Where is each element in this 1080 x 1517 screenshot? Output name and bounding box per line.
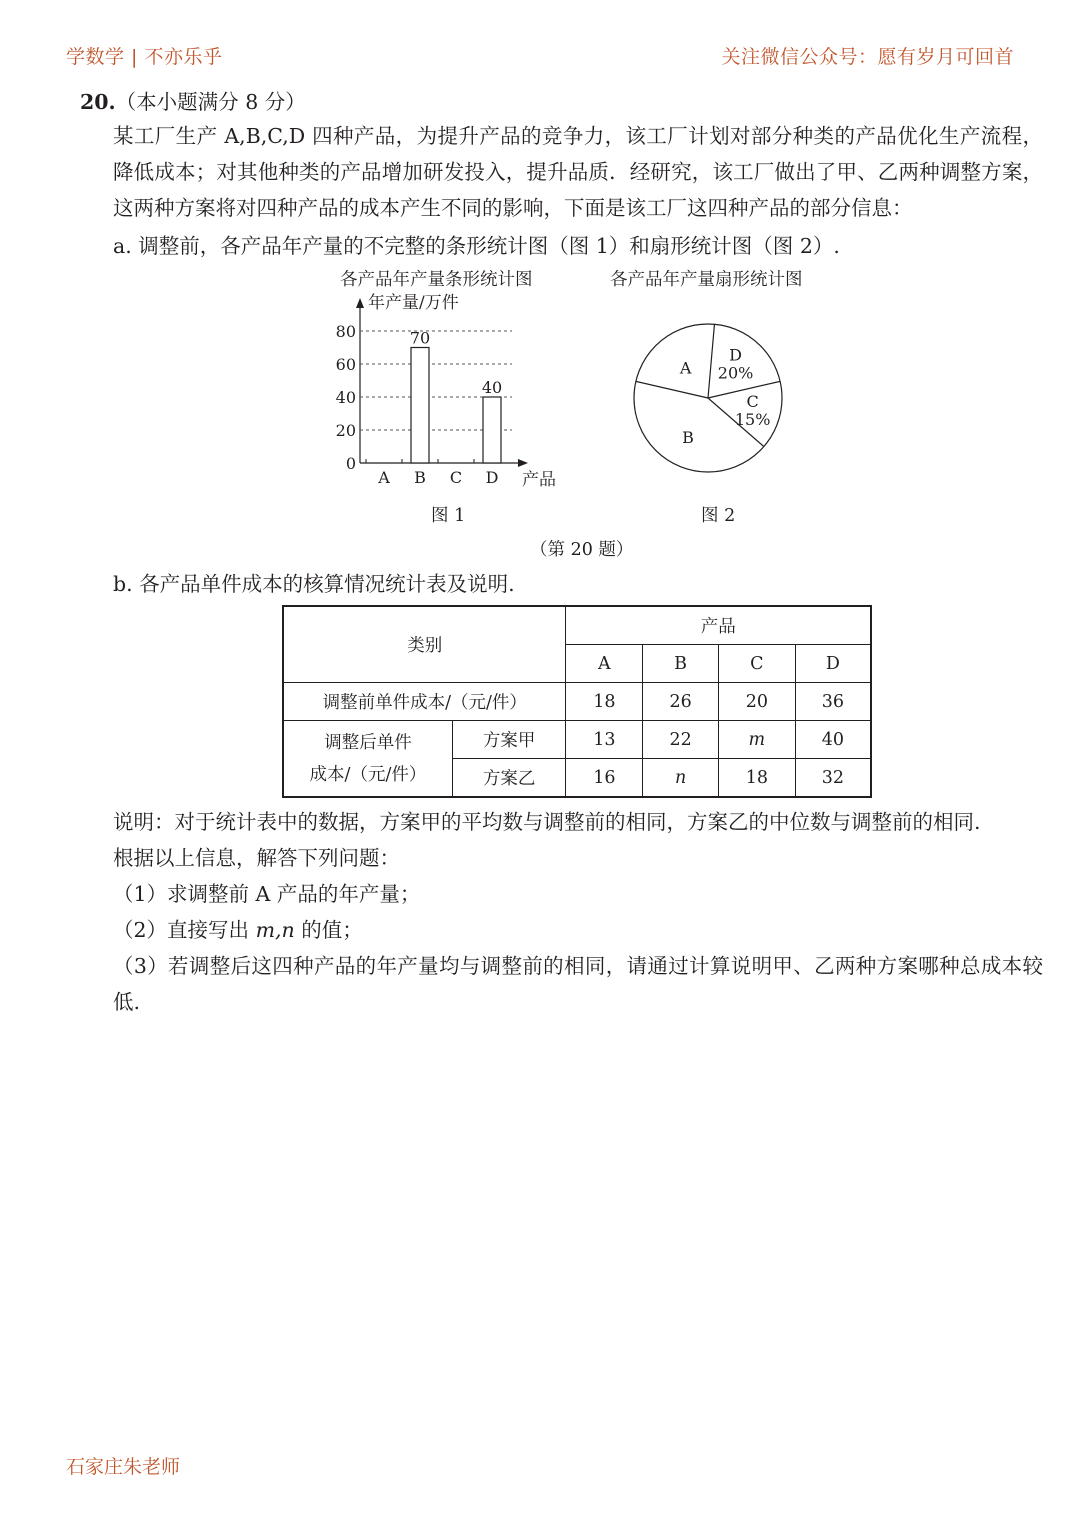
product-c: C (718, 645, 795, 683)
x-tick-label: D (485, 468, 499, 487)
x-tick-label: B (414, 468, 426, 487)
before-d: 36 (795, 683, 871, 721)
figure-1-caption: 图 1 (431, 506, 466, 526)
y-axis-arrow (356, 298, 364, 308)
bar-d (483, 397, 501, 463)
after-label-line1: 调整后单件 (324, 732, 412, 753)
bar-b (411, 348, 429, 464)
question-3: （3）若调整后这四种产品的年产量均与调整前的相同，请通过计算说明甲、乙两种方案哪种总成本较低. (113, 954, 1043, 1014)
after-label (283, 721, 452, 798)
x-axis-label: 产品 (522, 470, 556, 490)
y-tick-label: 20 (335, 421, 356, 440)
pie-slice-b: B (682, 428, 694, 448)
pie-slice-a: A (679, 358, 692, 378)
product-b: B (643, 645, 719, 683)
part-a: a. 调整前，各产品年产量的不完整的条形统计图（图 1）和扇形统计图（图 2）. (113, 234, 840, 258)
pie-slice-c-percent: 15% (734, 410, 771, 430)
plan-b-b: n (643, 759, 719, 798)
before-label: 调整前单件成本/（元/件） (283, 683, 566, 721)
plan-b-c: 18 (718, 759, 795, 798)
question-number: 20. (80, 90, 116, 114)
plan-a-a: 13 (566, 721, 643, 759)
header-left: 学数学 | 不亦乐乎 (66, 46, 223, 68)
score-note: （本小题满分 8 分） (115, 90, 306, 114)
product-header: 产品 (566, 606, 871, 645)
plan-b-d: 32 (795, 759, 871, 798)
after-label-line2: 成本/（元/件） (309, 764, 427, 785)
cost-table (282, 605, 872, 798)
q2-pre: （2）直接写出 (113, 918, 256, 942)
x-tick-label: A (378, 468, 390, 487)
y-tick-label: 40 (335, 388, 356, 407)
figure-caption: （第 20 题） (530, 540, 634, 560)
bar-chart (320, 290, 580, 490)
q2-vars: m,n (255, 918, 295, 942)
x-axis-arrow (518, 459, 528, 467)
q2-post: 的值； (294, 918, 363, 942)
bar-data-label: 70 (409, 328, 431, 348)
part-b: b. 各产品单件成本的核算情况统计表及说明. (113, 572, 515, 596)
before-b: 26 (643, 683, 719, 721)
pie-slice-d-percent: 20% (717, 363, 754, 383)
pie-chart-title: 各产品年产量扇形统计图 (610, 270, 803, 290)
y-tick-label: 60 (335, 355, 356, 374)
y-axis-label: 年产量/万件 (368, 293, 459, 313)
prompt: 根据以上信息，解答下列问题： (113, 846, 400, 870)
question-intro: 某工厂生产 A,B,C,D 四种产品，为提升产品的竞争力，该工厂计划对部分种类的产品优化生产流程，降低成本；对其他种类的产品增加研发投入，提升品质．经研究，该工厂做出了甲、乙两种调整方案，这两种方案将对四种产品的成本产生不同的影响，下面是该工厂这四种产品的部分信息： (113, 124, 1043, 220)
plan-b-a: 16 (566, 759, 643, 798)
y-tick-label: 0 (345, 454, 356, 473)
footer: 石家庄朱老师 (66, 1456, 181, 1478)
x-tick-label: C (449, 468, 463, 487)
category-header: 类别 (283, 606, 566, 683)
pie-slice-d: D (729, 345, 742, 365)
product-d: D (795, 645, 871, 683)
header-right: 关注微信公众号：愿有岁月可回首 (721, 46, 1014, 68)
before-a: 18 (566, 683, 643, 721)
product-a: A (566, 645, 643, 683)
pie-slice-c: C (746, 392, 759, 412)
plan-a-d: 40 (795, 721, 871, 759)
table-row (283, 683, 871, 721)
plan-a-c: m (718, 721, 795, 759)
question-heading (80, 84, 306, 120)
before-c: 20 (718, 683, 795, 721)
bar-data-label: 40 (481, 378, 503, 397)
question-2 (113, 912, 363, 948)
table-row (283, 721, 871, 759)
plan-a-label: 方案甲 (452, 721, 566, 759)
bar-chart-title: 各产品年产量条形统计图 (340, 270, 533, 290)
figure-2-caption: 图 2 (701, 506, 736, 526)
plan-a-b: 22 (643, 721, 719, 759)
note: 说明：对于统计表中的数据，方案甲的平均数与调整前的相同，方案乙的中位数与调整前的相同. (113, 810, 981, 834)
y-tick-label: 80 (335, 322, 356, 341)
table-header-row (283, 606, 871, 645)
question-1: （1）求调整前 A 产品的年产量； (113, 882, 421, 906)
plan-b-label: 方案乙 (452, 759, 566, 798)
pie-chart (620, 318, 800, 498)
